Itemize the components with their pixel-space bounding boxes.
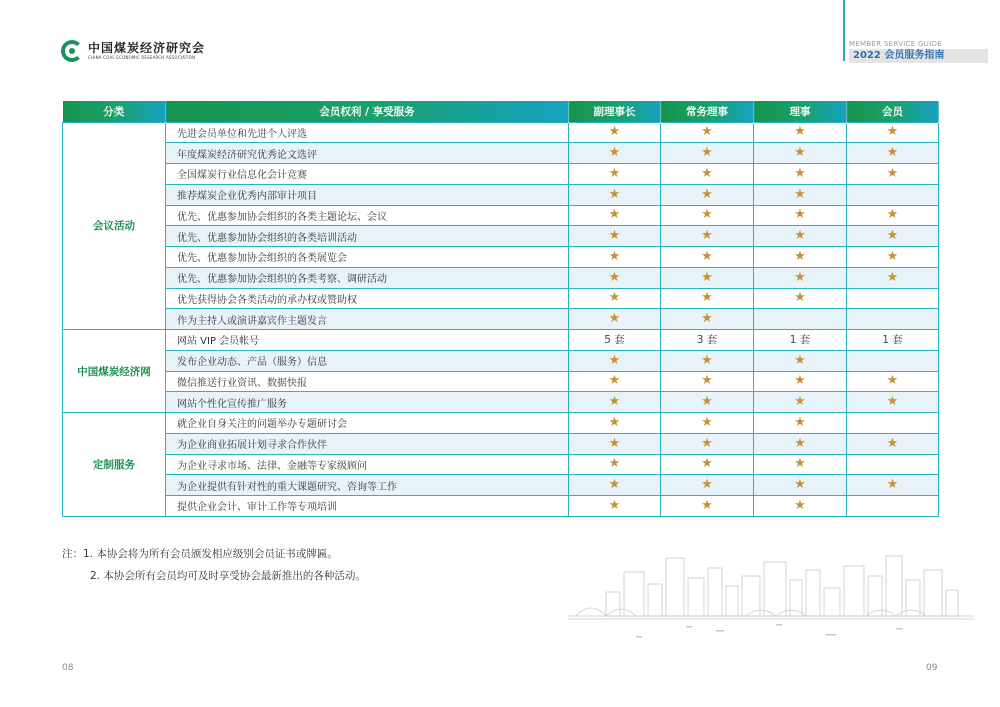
star-icon: ★ bbox=[794, 248, 806, 264]
table-row bbox=[63, 288, 939, 309]
entitlement-cell bbox=[661, 433, 754, 454]
entitlement-cell bbox=[754, 184, 847, 205]
table-row bbox=[63, 330, 939, 351]
star-icon: ★ bbox=[701, 394, 713, 410]
star-icon: ★ bbox=[794, 290, 806, 306]
entitlement-cell bbox=[661, 122, 754, 143]
entitlement-cell bbox=[661, 496, 754, 517]
entitlement-cell bbox=[847, 226, 939, 247]
table-row bbox=[63, 226, 939, 247]
entitlement-cell bbox=[847, 309, 939, 330]
entitlement-cell bbox=[569, 247, 661, 268]
entitlement-cell bbox=[847, 475, 939, 496]
entitlement-cell bbox=[569, 433, 661, 454]
table-row bbox=[63, 413, 939, 434]
service-cell: 发布企业动态、产品（服务）信息 bbox=[166, 350, 569, 371]
entitlement-cell bbox=[569, 164, 661, 185]
table-row bbox=[63, 164, 939, 185]
entitlement-cell bbox=[661, 184, 754, 205]
entitlement-cell bbox=[661, 330, 754, 351]
entitlement-cell bbox=[847, 184, 939, 205]
star-icon: ★ bbox=[886, 394, 899, 410]
service-cell: 全国煤炭行业信息化会计竞赛 bbox=[166, 164, 569, 185]
entitlement-cell bbox=[661, 350, 754, 371]
service-cell: 作为主持人或演讲嘉宾作主题发言 bbox=[166, 309, 569, 330]
entitlement-cell bbox=[754, 122, 847, 143]
entitlement-cell bbox=[661, 309, 754, 330]
star-icon: ★ bbox=[608, 228, 621, 244]
footnote-2: 2. 本协会所有会员均可及时享受协会最新推出的各种活动。 bbox=[90, 570, 366, 582]
star-icon: ★ bbox=[701, 165, 713, 181]
association-logo-icon bbox=[61, 40, 83, 62]
table-row bbox=[63, 247, 939, 268]
entitlement-cell bbox=[847, 496, 939, 517]
entitlement-value: 3 套 bbox=[696, 334, 718, 347]
star-icon: ★ bbox=[701, 290, 713, 306]
star-icon: ★ bbox=[701, 207, 713, 223]
table-row bbox=[63, 371, 939, 392]
star-icon: ★ bbox=[794, 124, 806, 140]
star-icon: ★ bbox=[608, 269, 621, 285]
star-icon: ★ bbox=[701, 124, 713, 140]
entitlement-cell bbox=[661, 475, 754, 496]
entitlement-cell bbox=[569, 143, 661, 164]
footnotes bbox=[62, 543, 366, 587]
entitlement-cell bbox=[754, 475, 847, 496]
city-skyline-illustration bbox=[566, 550, 976, 650]
entitlement-cell bbox=[661, 205, 754, 226]
header-category: 分类 bbox=[63, 101, 166, 122]
star-icon: ★ bbox=[794, 165, 806, 181]
entitlement-value: 1 套 bbox=[882, 334, 903, 347]
star-icon: ★ bbox=[608, 394, 621, 410]
entitlement-cell bbox=[661, 143, 754, 164]
entitlement-cell bbox=[661, 413, 754, 434]
service-cell: 网站 VIP 会员帐号 bbox=[166, 330, 569, 351]
table-row bbox=[63, 350, 939, 371]
footnote-1: 注：1. 本协会将为所有会员颁发相应级别会员证书或牌匾。 bbox=[62, 548, 338, 560]
star-icon: ★ bbox=[794, 477, 806, 493]
star-icon: ★ bbox=[608, 477, 621, 493]
category-cell: 会议活动 bbox=[63, 122, 166, 330]
service-cell: 优先、优惠参加协会组织的各类主题论坛、会议 bbox=[166, 205, 569, 226]
entitlement-cell bbox=[569, 413, 661, 434]
guide-title-cn: 2022 会员服务指南 bbox=[849, 49, 988, 63]
service-cell: 优先获得协会各类活动的承办权或赞助权 bbox=[166, 288, 569, 309]
service-cell: 为企业寻求市场、法律、金融等专家级顾问 bbox=[166, 454, 569, 475]
entitlement-cell bbox=[569, 496, 661, 517]
star-icon: ★ bbox=[794, 394, 806, 410]
star-icon: ★ bbox=[608, 124, 621, 140]
star-icon: ★ bbox=[886, 165, 899, 181]
entitlement-cell bbox=[754, 350, 847, 371]
table-row bbox=[63, 454, 939, 475]
entitlement-cell bbox=[569, 309, 661, 330]
star-icon: ★ bbox=[608, 290, 621, 306]
star-icon: ★ bbox=[701, 269, 713, 285]
entitlement-value: 5 套 bbox=[604, 334, 625, 347]
entitlement-cell bbox=[754, 496, 847, 517]
entitlement-cell bbox=[661, 247, 754, 268]
entitlement-cell bbox=[754, 433, 847, 454]
entitlement-cell bbox=[569, 371, 661, 392]
entitlement-cell bbox=[569, 226, 661, 247]
entitlement-cell bbox=[661, 164, 754, 185]
star-icon: ★ bbox=[701, 497, 713, 513]
star-icon: ★ bbox=[608, 248, 621, 264]
service-cell: 先进会员单位和先进个人评选 bbox=[166, 122, 569, 143]
table-body bbox=[63, 122, 939, 516]
star-icon: ★ bbox=[886, 248, 899, 264]
star-icon: ★ bbox=[794, 456, 806, 472]
entitlement-cell bbox=[847, 267, 939, 288]
star-icon: ★ bbox=[794, 207, 806, 223]
header-director: 理事 bbox=[754, 101, 847, 122]
table-row bbox=[63, 122, 939, 143]
table-row bbox=[63, 309, 939, 330]
star-icon: ★ bbox=[608, 497, 621, 513]
entitlement-cell bbox=[569, 454, 661, 475]
service-cell: 推荐煤炭企业优秀内部审计项目 bbox=[166, 184, 569, 205]
star-icon: ★ bbox=[701, 477, 713, 493]
entitlement-cell bbox=[754, 247, 847, 268]
star-icon: ★ bbox=[886, 228, 899, 244]
header-executive-director: 常务理事 bbox=[661, 101, 754, 122]
star-icon: ★ bbox=[794, 414, 806, 430]
star-icon: ★ bbox=[701, 435, 713, 451]
logo-name-en: CHINA COAL ECONOMIC RESEARCH ASSOCIATION bbox=[88, 54, 196, 60]
table-row bbox=[63, 392, 939, 413]
star-icon: ★ bbox=[886, 207, 899, 223]
entitlement-cell bbox=[569, 288, 661, 309]
entitlement-cell bbox=[661, 267, 754, 288]
entitlement-cell bbox=[847, 330, 939, 351]
service-cell: 为企业商业拓展计划寻求合作伙伴 bbox=[166, 433, 569, 454]
star-icon: ★ bbox=[701, 186, 713, 202]
page-number-right: 09 bbox=[926, 663, 938, 673]
entitlement-cell bbox=[847, 122, 939, 143]
header-divider-line bbox=[843, 0, 845, 61]
star-icon: ★ bbox=[608, 373, 621, 389]
star-icon: ★ bbox=[701, 311, 713, 327]
member-rights-table bbox=[62, 101, 939, 517]
star-icon: ★ bbox=[794, 352, 806, 368]
logo bbox=[61, 40, 205, 62]
entitlement-cell bbox=[661, 226, 754, 247]
entitlement-cell bbox=[569, 205, 661, 226]
star-icon: ★ bbox=[794, 269, 806, 285]
category-cell: 中国煤炭经济网 bbox=[63, 330, 166, 413]
star-icon: ★ bbox=[886, 435, 899, 451]
guide-title-block bbox=[849, 39, 988, 63]
star-icon: ★ bbox=[608, 352, 621, 368]
entitlement-cell bbox=[847, 350, 939, 371]
service-cell: 年度煤炭经济研究优秀论文选评 bbox=[166, 143, 569, 164]
star-icon: ★ bbox=[701, 456, 713, 472]
entitlement-cell bbox=[661, 371, 754, 392]
entitlement-cell bbox=[847, 288, 939, 309]
entitlement-cell bbox=[847, 371, 939, 392]
entitlement-cell bbox=[661, 288, 754, 309]
entitlement-cell bbox=[847, 433, 939, 454]
star-icon: ★ bbox=[886, 124, 899, 140]
guide-title-en: MEMBER SERVICE GUIDE bbox=[849, 40, 942, 48]
entitlement-cell bbox=[754, 288, 847, 309]
star-icon: ★ bbox=[608, 414, 621, 430]
table-row bbox=[63, 205, 939, 226]
table-header-row bbox=[63, 101, 939, 122]
table-row bbox=[63, 184, 939, 205]
star-icon: ★ bbox=[886, 477, 899, 493]
entitlement-cell bbox=[661, 454, 754, 475]
entitlement-cell bbox=[847, 392, 939, 413]
star-icon: ★ bbox=[608, 165, 621, 181]
star-icon: ★ bbox=[794, 145, 806, 161]
entitlement-cell bbox=[754, 143, 847, 164]
entitlement-cell bbox=[754, 205, 847, 226]
entitlement-cell bbox=[847, 164, 939, 185]
star-icon: ★ bbox=[886, 145, 899, 161]
service-cell: 优先、优惠参加协会组织的各类培训活动 bbox=[166, 226, 569, 247]
table-row bbox=[63, 433, 939, 454]
service-cell: 就企业自身关注的问题举办专题研讨会 bbox=[166, 413, 569, 434]
star-icon: ★ bbox=[794, 373, 806, 389]
table-row bbox=[63, 475, 939, 496]
category-cell: 定制服务 bbox=[63, 413, 166, 517]
entitlement-cell bbox=[569, 392, 661, 413]
logo-name-cn: 中国煤炭经济研究会 bbox=[88, 40, 206, 55]
entitlement-cell bbox=[754, 309, 847, 330]
entitlement-cell bbox=[754, 371, 847, 392]
table-row bbox=[63, 496, 939, 517]
star-icon: ★ bbox=[608, 207, 621, 223]
star-icon: ★ bbox=[701, 228, 713, 244]
star-icon: ★ bbox=[794, 186, 806, 202]
entitlement-cell bbox=[754, 413, 847, 434]
star-icon: ★ bbox=[794, 497, 806, 513]
table-row bbox=[63, 143, 939, 164]
entitlement-cell bbox=[847, 205, 939, 226]
entitlement-cell bbox=[754, 330, 847, 351]
star-icon: ★ bbox=[608, 456, 621, 472]
service-cell: 优先、优惠参加协会组织的各类考察、调研活动 bbox=[166, 267, 569, 288]
star-icon: ★ bbox=[701, 373, 713, 389]
entitlement-value: 1 套 bbox=[789, 334, 811, 347]
entitlement-cell bbox=[569, 267, 661, 288]
star-icon: ★ bbox=[701, 145, 713, 161]
star-icon: ★ bbox=[608, 186, 621, 202]
entitlement-cell bbox=[754, 267, 847, 288]
header-member: 会员 bbox=[847, 101, 939, 122]
star-icon: ★ bbox=[701, 248, 713, 264]
entitlement-cell bbox=[847, 143, 939, 164]
table-row bbox=[63, 267, 939, 288]
entitlement-cell bbox=[569, 330, 661, 351]
star-icon: ★ bbox=[701, 414, 713, 430]
star-icon: ★ bbox=[608, 145, 621, 161]
service-cell: 为企业提供有针对性的重大课题研究、咨询等工作 bbox=[166, 475, 569, 496]
service-cell: 网站个性化宣传推广服务 bbox=[166, 392, 569, 413]
service-cell: 优先、优惠参加协会组织的各类展览会 bbox=[166, 247, 569, 268]
entitlement-cell bbox=[569, 184, 661, 205]
service-cell: 提供企业会计、审计工作等专项培训 bbox=[166, 496, 569, 517]
entitlement-cell bbox=[754, 392, 847, 413]
entitlement-cell bbox=[847, 247, 939, 268]
star-icon: ★ bbox=[886, 373, 899, 389]
entitlement-cell bbox=[754, 164, 847, 185]
star-icon: ★ bbox=[608, 435, 621, 451]
service-cell: 微信推送行业资讯、数据快报 bbox=[166, 371, 569, 392]
header-vice-president: 副理事长 bbox=[569, 101, 661, 122]
star-icon: ★ bbox=[608, 311, 621, 327]
star-icon: ★ bbox=[886, 269, 899, 285]
entitlement-cell bbox=[661, 392, 754, 413]
header-service: 会员权利 / 享受服务 bbox=[166, 101, 569, 122]
star-icon: ★ bbox=[794, 228, 806, 244]
entitlement-cell bbox=[847, 454, 939, 475]
page-number-left: 08 bbox=[62, 663, 74, 673]
entitlement-cell bbox=[754, 454, 847, 475]
entitlement-cell bbox=[569, 475, 661, 496]
entitlement-cell bbox=[569, 350, 661, 371]
entitlement-cell bbox=[569, 122, 661, 143]
entitlement-cell bbox=[847, 413, 939, 434]
logo-text bbox=[88, 42, 205, 61]
entitlement-cell bbox=[754, 226, 847, 247]
star-icon: ★ bbox=[794, 435, 806, 451]
star-icon: ★ bbox=[701, 352, 713, 368]
